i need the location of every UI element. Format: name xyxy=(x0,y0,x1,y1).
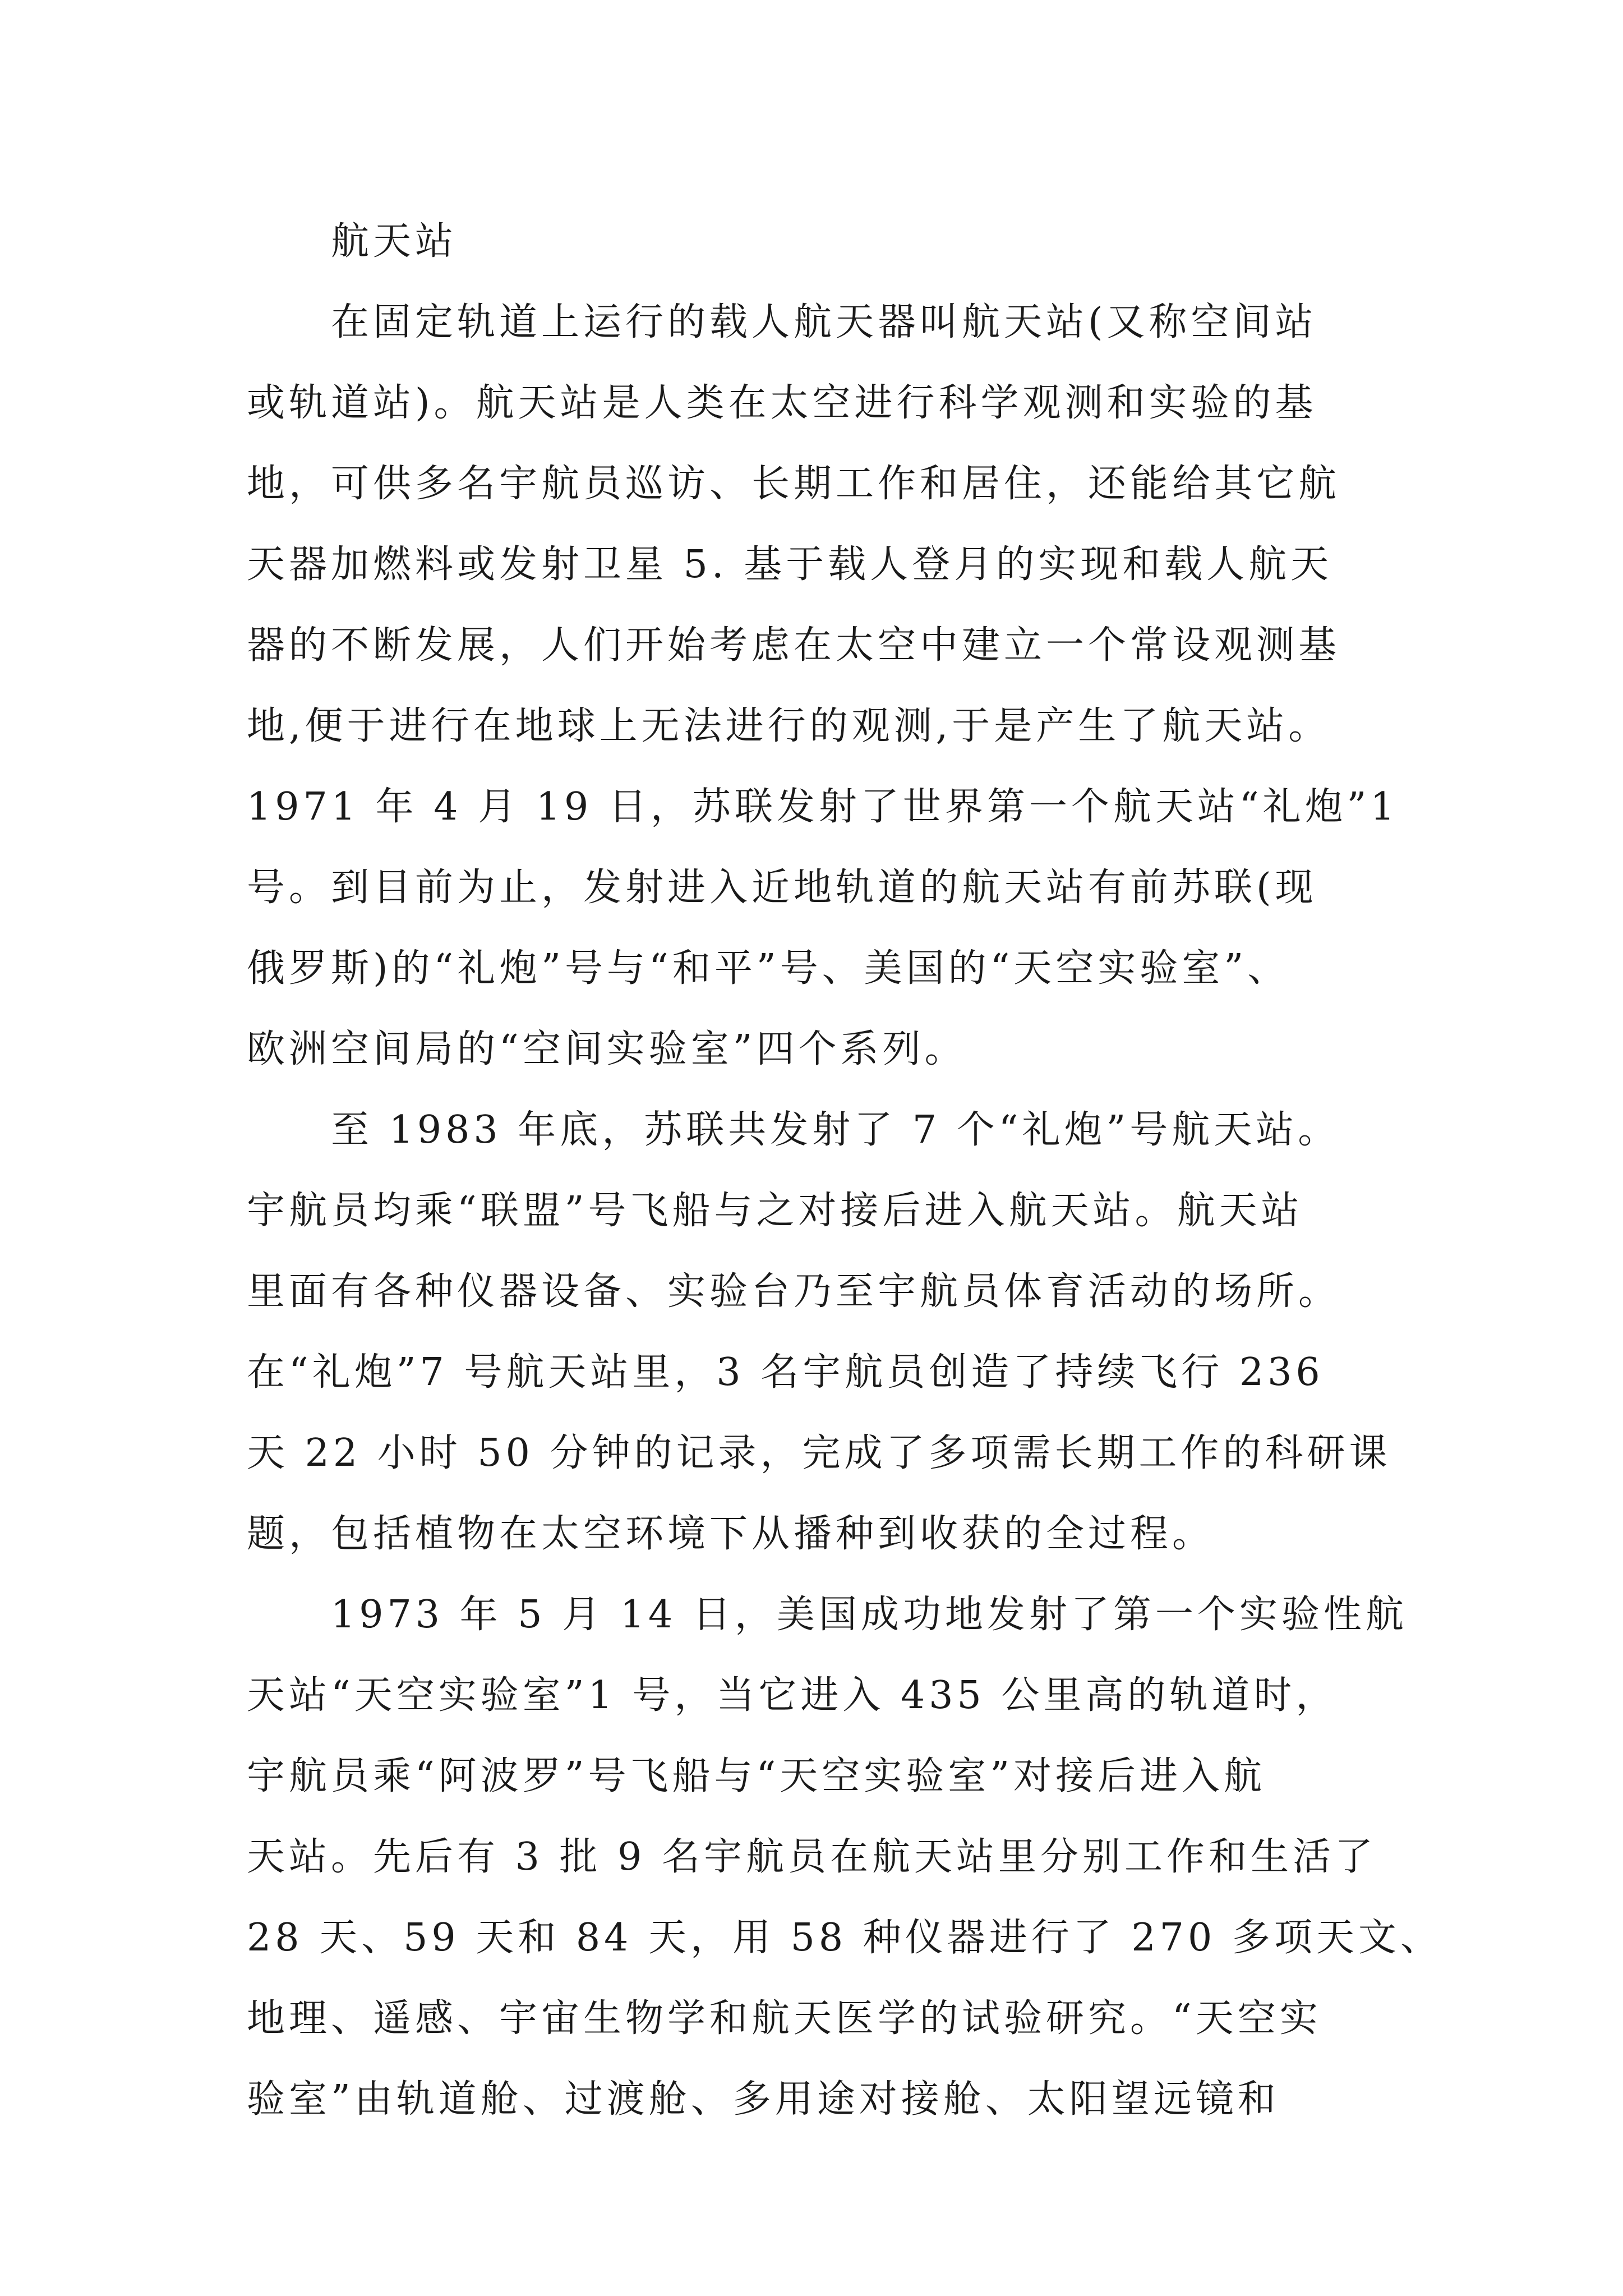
paragraph-line: 1971 年 4 月 19 日，苏联发射了世界第一个航天站“礼炮”1 xyxy=(247,785,1399,829)
paragraph-line: 28 天、59 天和 84 天，用 58 种仪器进行了 270 多项天文、 xyxy=(247,1916,1442,1960)
paragraph-line: 题，包括植物在太空环境下从播种到收获的全过程。 xyxy=(247,1512,1215,1556)
paragraph-line: 器的不断发展，人们开始考虑在太空中建立一个常设观测基 xyxy=(247,623,1341,668)
paragraph-line: 里面有各种仪器设备、实验台乃至宇航员体育活动的场所。 xyxy=(247,1269,1341,1314)
document-title: 航天站 xyxy=(331,219,458,264)
paragraph-line: 地理、遥感、宇宙生物学和航天医学的试验研究。“天空实 xyxy=(247,1996,1322,2041)
paragraph-line: 俄罗斯)的“礼炮”号与“和平”号、美国的“天空实验室”、 xyxy=(247,946,1290,991)
paragraph-line: 1973 年 5 月 14 日，美国成功地发射了第一个实验性航 xyxy=(331,1593,1408,1637)
paragraph-line: 宇航员乘“阿波罗”号飞船与“天空实验室”对接后进入航 xyxy=(247,1754,1266,1798)
paragraph-line: 号。到目前为止，发射进入近地轨道的航天站有前苏联(现 xyxy=(247,866,1317,910)
paragraph-line: 欧洲空间局的“空间实验室”四个系列。 xyxy=(247,1027,967,1071)
paragraph-line: 天器加燃料或发射卫星 5. 基于载人登月的实现和载人航天 xyxy=(247,542,1333,587)
paragraph-line: 在“礼炮”7 号航天站里，3 名宇航员创造了持续飞行 236 xyxy=(247,1350,1324,1395)
paragraph-line: 验室”由轨道舱、过渡舱、多用途对接舱、太阳望远镜和 xyxy=(247,2077,1280,2122)
paragraph-line: 在固定轨道上运行的载人航天器叫航天站(又称空间站 xyxy=(331,300,1317,344)
paragraph-line: 天站“天空实验室”1 号，当它进入 435 公里高的轨道时， xyxy=(247,1673,1338,1718)
paragraph-line: 地,便于进行在地球上无法进行的观测,于是产生了航天站。 xyxy=(247,704,1331,748)
paragraph-line: 天站。先后有 3 批 9 名宇航员在航天站里分别工作和生活了 xyxy=(247,1835,1377,1879)
paragraph-line: 地，可供多名宇航员巡访、长期工作和居住，还能给其它航 xyxy=(247,462,1341,506)
paragraph-line: 或轨道站)。航天站是人类在太空进行科学观测和实验的基 xyxy=(247,381,1317,425)
paragraph-line: 至 1983 年底，苏联共发射了 7 个“礼炮”号航天站。 xyxy=(331,1108,1340,1152)
paragraph-line: 宇航员均乘“联盟”号飞船与之对接后进入航天站。航天站 xyxy=(247,1189,1303,1233)
paragraph-line: 天 22 小时 50 分钟的记录，完成了多项需长期工作的科研课 xyxy=(247,1431,1391,1475)
